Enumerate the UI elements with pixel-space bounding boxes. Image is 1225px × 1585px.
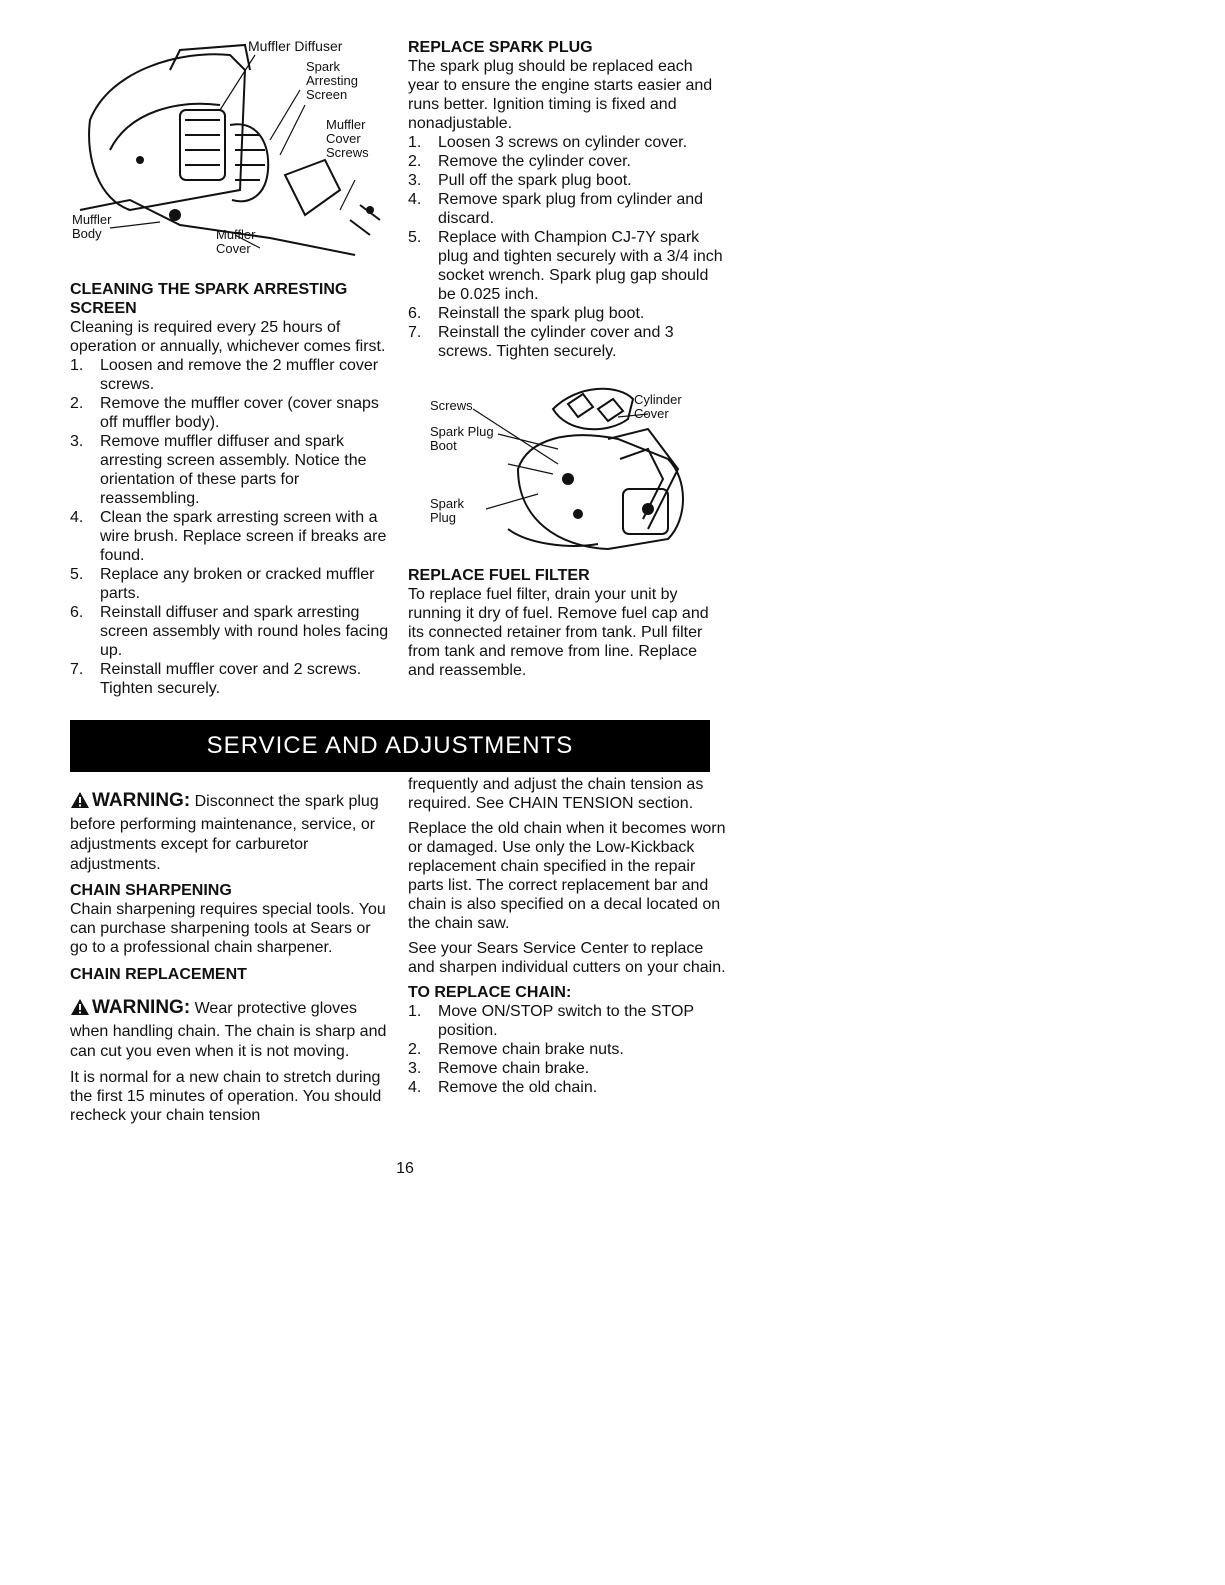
cleaning-intro: Cleaning is required every 25 hours of operation or annually, whichever comes first. [70,319,386,355]
chain-tension-text: frequently and adjust the chain tension as required. See CHAIN TENSION section. [408,776,704,812]
label-spark-arresting-screen: Spark Arresting Screen [306,59,359,102]
label-screws: Screws [430,398,473,413]
label-muffler-cover: Muffler Cover [216,227,256,256]
list-item: 4. Remove the old chain. [408,1079,598,1096]
sears-service-text: See your Sears Service Center to replace and sharpen individual cutters on your chain. [408,940,726,976]
warning-triangle-icon [70,998,90,1022]
list-item: 2. Remove the muffler cover (cover snaps off muffler body). [70,395,379,431]
sharpening-text: Chain sharpening requires special tools. You can purchase sharpening tools at Sears or go to a professional chain sharpener. [70,901,386,956]
list-item: 6. Reinstall the spark plug boot. [408,305,645,322]
spark-plug-intro: The spark plug should be replaced each year to ensure the engine starts easier and runs better. Ignition timing is fixed and nonadjustable. [408,58,713,132]
heading-cleaning-spark-screen: CLEANING THE SPARK ARRESTING SCREEN [70,281,348,317]
column-bottom-right [408,775,728,1097]
list-item: 3. Remove chain brake. [408,1060,590,1077]
warning-text: Wear protective gloves when handling chain. The chain is sharp and can cut you even when it is not moving. [70,1000,387,1060]
warning-label: WARNING: [92,997,191,1018]
list-item: 4. Clean the spark arresting screen with a wire brush. Replace screen if breaks are found. [70,509,387,564]
warning-text: Disconnect the spark plug before performing maintenance, service, or adjustments except for carburetor adjustments. [70,793,379,873]
warning-disconnect [70,791,390,875]
column-top-left [70,10,390,698]
list-item: 1. Loosen 3 screws on cylinder cover. [408,134,688,151]
list-item: 5. Replace any broken or cracked muffler parts. [70,566,375,602]
list-item: 7. Reinstall muffler cover and 2 screws. Tighten securely. [70,661,362,697]
label-spark-plug-boot: Spark Plug Boot [430,424,494,453]
label-cylinder-cover: Cylinder Cover [634,392,682,421]
heading-replace-fuel-filter: REPLACE FUEL FILTER [408,567,590,584]
replace-chain-steps [408,1002,728,1097]
list-item: 5. Replace with Champion CJ-7Y spark plug and tighten securely with a 3/4 inch socket wrench. Spark plug gap should be 0.025 inch. [408,229,723,303]
label-muffler-cover-screws: Muffler Cover Screws [326,117,369,160]
spark-plug-steps [408,133,728,361]
list-item: 6. Reinstall diffuser and spark arresting screen assembly with round holes facing up. [70,604,389,659]
label-spark-plug: Spark Plug [430,496,464,525]
fuel-filter-text: To replace fuel filter, drain your unit by running it dry of fuel. Remove fuel cap and its connected retainer from tank. Pull filter from tank and remove from line. Replace and reassemble. [408,586,709,679]
section-banner: SERVICE AND ADJUSTMENTS [70,720,710,772]
column-bottom-left [70,775,390,1125]
muffler-illustration [70,10,390,280]
heading-to-replace-chain: TO REPLACE CHAIN: [408,984,572,1001]
warning-triangle-icon [70,791,90,815]
replace-old-chain-text: Replace the old chain when it becomes worn or damaged. Use only the Low-Kickback replacement chain specified in the repair parts list. The correct replacement bar and chain is also specified on a decal located on the chain saw. [408,820,726,932]
stretch-text: It is normal for a new chain to stretch during the first 15 minutes of operation. You should recheck your chain tension [70,1069,382,1124]
list-item: 3. Remove muffler diffuser and spark arresting screen assembly. Notice the orientation of these parts for reassembling. [70,433,367,507]
warning-gloves [70,998,390,1062]
page-number: 16 [396,1160,414,1177]
list-item: 1. Loosen and remove the 2 muffler cover screws. [70,357,379,393]
list-item: 4. Remove spark plug from cylinder and discard. [408,191,704,227]
list-item: 1. Move ON/STOP switch to the STOP position. [408,1003,694,1039]
label-muffler-body: Muffler Body [72,212,112,241]
warning-label: WARNING: [92,790,191,811]
heading-replace-spark-plug: REPLACE SPARK PLUG [408,39,593,56]
cylinder-illustration [408,379,728,554]
list-item: 2. Remove the cylinder cover. [408,153,631,170]
list-item: 3. Pull off the spark plug boot. [408,172,632,189]
cleaning-steps [70,356,390,698]
list-item: 7. Reinstall the cylinder cover and 3 screws. Tighten securely. [408,324,674,360]
list-item: 2. Remove chain brake nuts. [408,1041,624,1058]
label-muffler-diffuser: Muffler Diffuser [248,38,343,54]
heading-chain-replacement: CHAIN REPLACEMENT [70,966,247,983]
column-top-right [408,38,728,680]
heading-chain-sharpening: CHAIN SHARPENING [70,882,232,899]
